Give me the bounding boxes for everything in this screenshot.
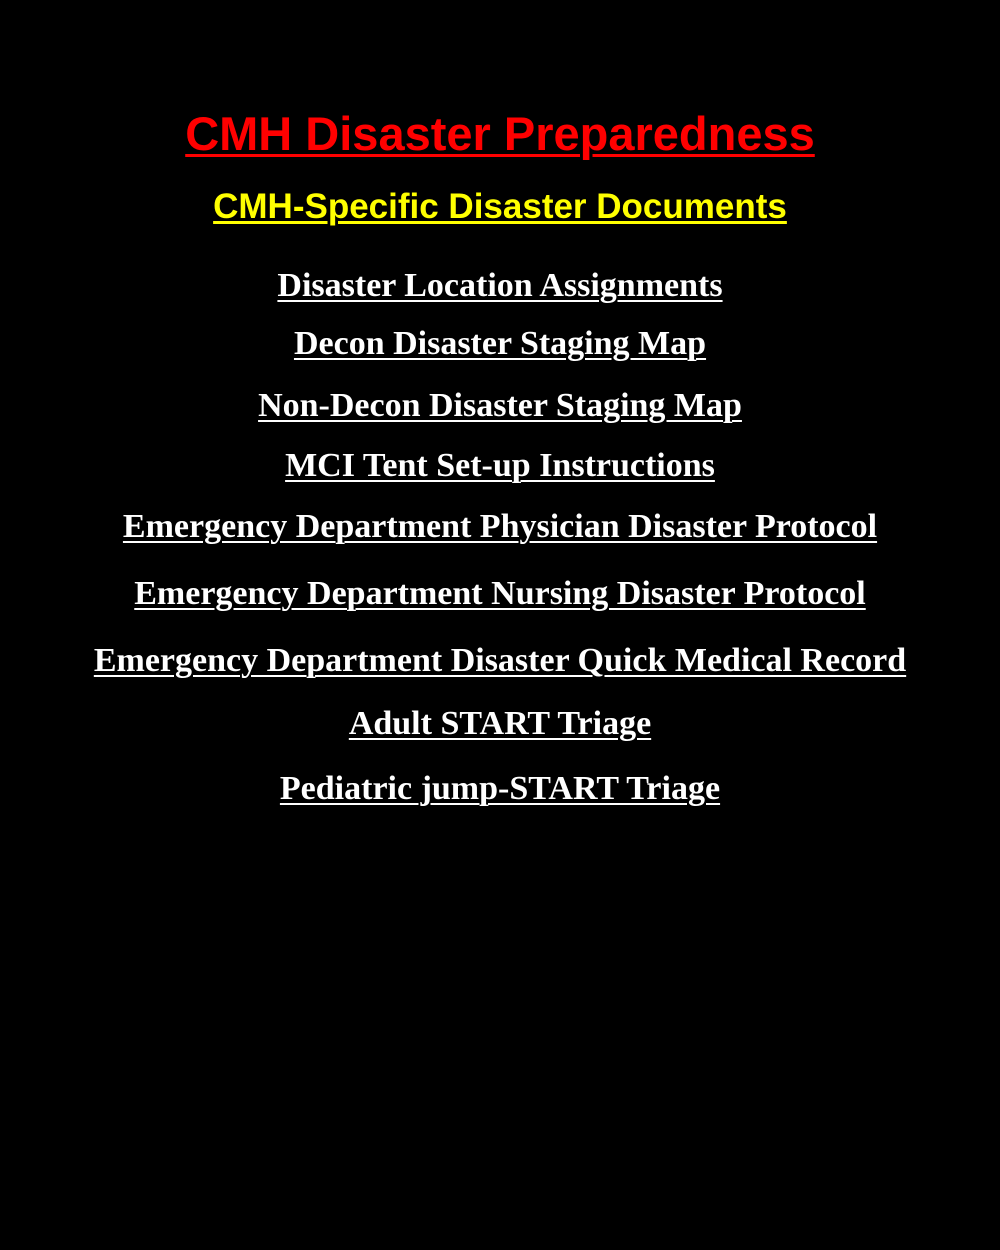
mci-tent-setup-link[interactable]: MCI Tent Set-up Instructions [285,447,715,484]
document-link-row [0,702,1000,746]
document-link-row [0,322,1000,366]
decon-staging-map-link[interactable]: Decon Disaster Staging Map [293,325,707,362]
page-title-text: CMH Disaster Preparedness [185,107,815,160]
disaster-location-assignments-link[interactable]: Disaster Location Assignments [277,267,723,304]
ed-nursing-protocol-link[interactable]: Emergency Department Nursing Disaster Protocol [134,575,866,612]
document-link-row [0,639,1000,683]
page-subtitle-text: CMH-Specific Disaster Documents [213,187,787,226]
document-link-row [0,767,1000,811]
document-link-row [0,505,1000,549]
ed-physician-protocol-link[interactable]: Emergency Department Physician Disaster Protocol [122,508,878,545]
adult-start-triage-link[interactable]: Adult START Triage [348,705,652,742]
page-subtitle [0,184,1000,230]
document-link-row [0,572,1000,616]
document-link-row [0,264,1000,308]
pediatric-jumpstart-triage-link[interactable]: Pediatric jump-START Triage [279,770,721,807]
ed-quick-medical-record-link[interactable]: Emergency Department Disaster Quick Medical Record [93,642,907,679]
document-link-row [0,384,1000,428]
page-title [0,103,1000,165]
non-decon-staging-map-link[interactable]: Non-Decon Disaster Staging Map [258,387,742,424]
document-link-row [0,444,1000,488]
